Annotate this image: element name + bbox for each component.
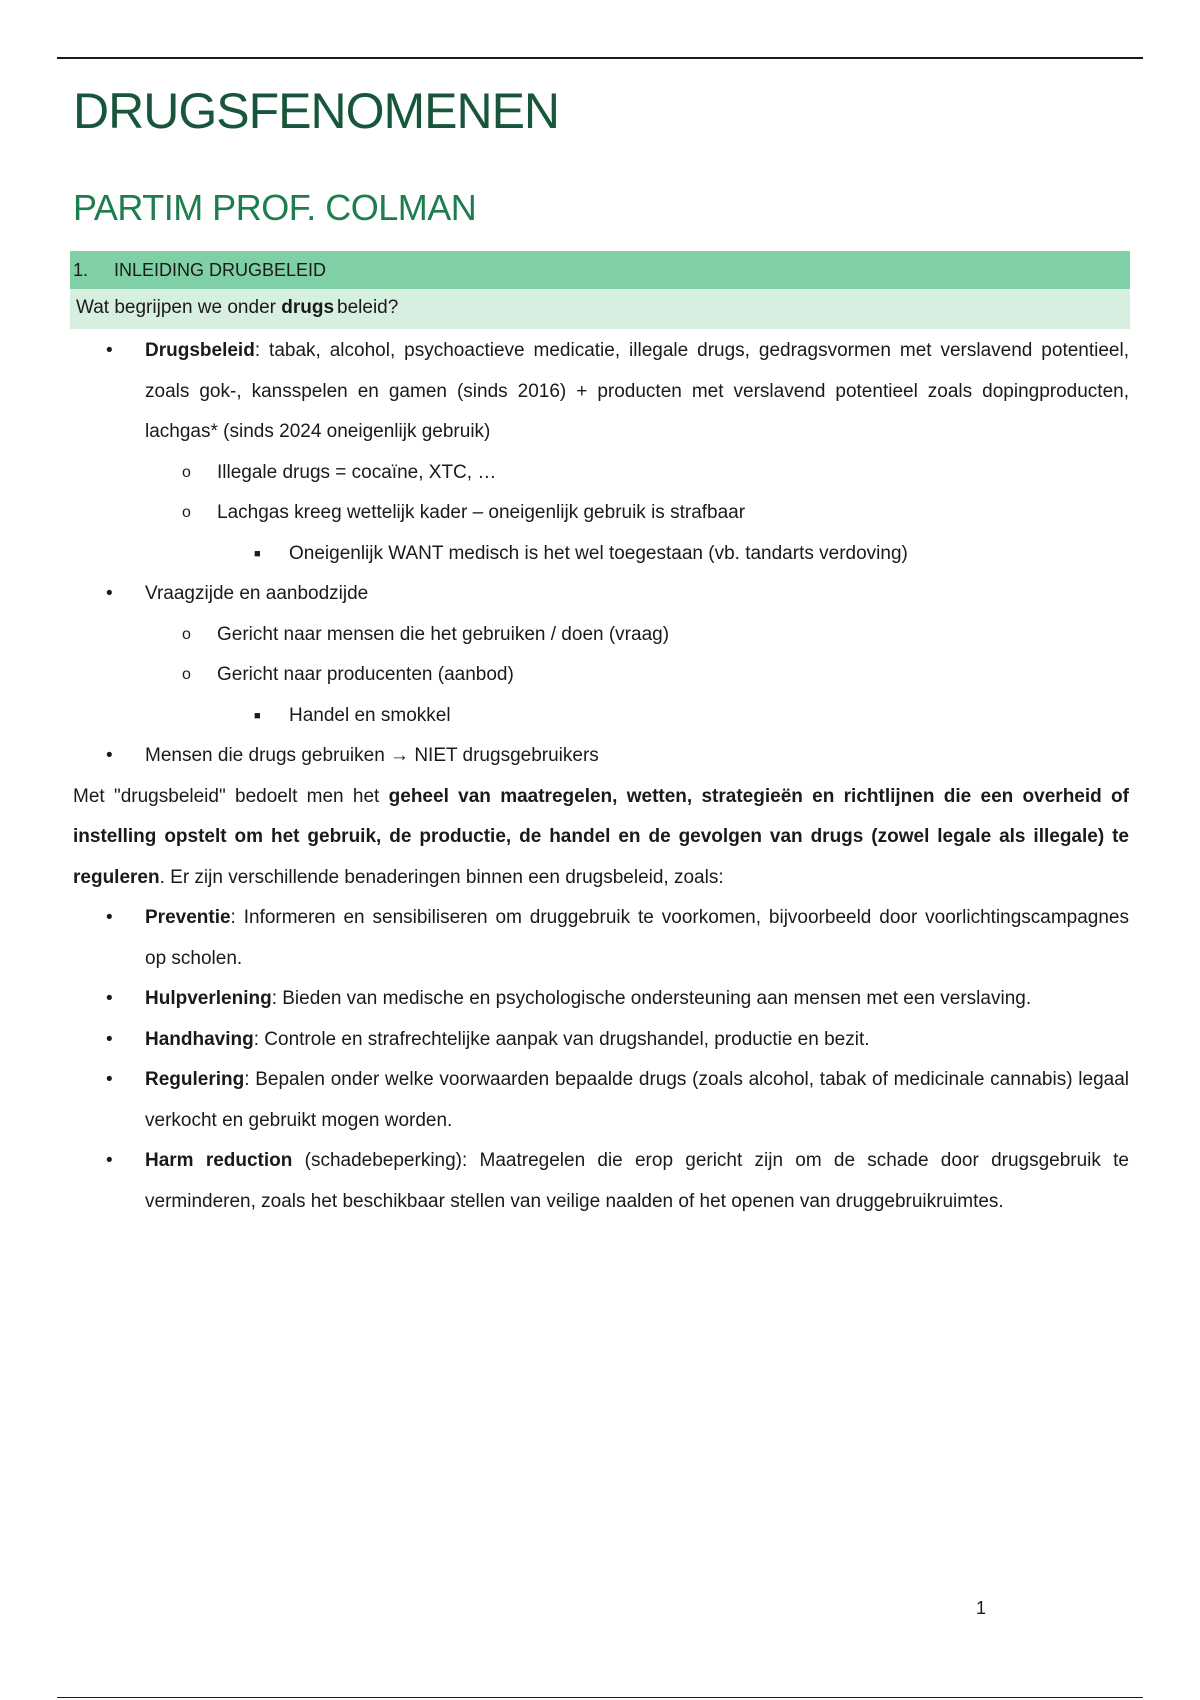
document-body (73, 78, 1129, 1222)
sub-list-item-text: Gericht naar mensen die het gebruiken / doen (vraag) (217, 623, 670, 645)
list-item-text: Vraagzijde en aanbodzijde (145, 583, 369, 604)
question-post: beleid? (337, 297, 399, 318)
circle-bullet-icon: o (182, 463, 191, 481)
list-item-text: Mensen die drugs gebruiken → NIET drugsgebruikers (145, 745, 599, 766)
sub-sub-list-item-text: Oneigenlijk WANT medisch is het wel toegestaan (vb. tandarts verdoving) (289, 542, 908, 564)
sub-list-item (73, 453, 1129, 494)
circle-bullet-icon: o (182, 504, 191, 521)
list-item (73, 736, 1129, 777)
list-item (73, 1141, 1129, 1222)
circle-bullet-icon: o (182, 666, 191, 683)
square-bullet-icon: ■ (254, 709, 261, 722)
list-item (73, 1060, 1129, 1141)
bullet-icon: • (106, 583, 113, 604)
list-item (73, 574, 1129, 615)
bullet-icon: • (106, 1150, 113, 1171)
list-item-bold: Harm reduction (145, 1150, 293, 1171)
list-item-text: : Informeren en sensibiliseren om druggebruik te voorkomen, bijvoorbeeld door voorlichtingscampagnes op scholen. (145, 907, 1129, 969)
list-item-text: : Bieden van medische en psychologische ondersteuning aan mensen met een verslaving. (271, 988, 1032, 1009)
section-heading-text: INLEIDING DRUGBELEID (114, 260, 327, 280)
list-item (73, 898, 1129, 979)
sub-list-item (73, 615, 1129, 656)
question-bold: drugs (281, 297, 335, 318)
section-number: 1. (73, 260, 89, 280)
question-text (70, 297, 398, 318)
list-item (73, 979, 1129, 1020)
list-item-bold: Drugsbeleid (145, 340, 255, 361)
list-item-bold: Preventie (145, 907, 231, 928)
definition-list (73, 331, 1129, 777)
list-item-text: : Controle en strafrechtelijke aanpak van drugshandel, productie en bezit. (253, 1028, 870, 1050)
bullet-icon: • (106, 1028, 113, 1050)
list-item-bold: Handhaving (145, 1028, 254, 1050)
list-item-text: : Bepalen onder welke voorwaarden bepaalde drugs (zoals alcohol, tabak of medicinale cannabis) legaal verkocht en gebruikt mogen worden. (145, 1069, 1129, 1131)
list-item (73, 331, 1129, 453)
definition-paragraph (73, 777, 1129, 899)
paragraph-bold: geheel van maatregelen, wetten, strategieën en richtlijnen die een overheid of instelling opstelt om het gebruik, de productie, de handel en de gevolgen van drugs (zowel legale als illegale) te reguleren (73, 785, 1129, 888)
section-heading (70, 251, 1130, 289)
document-subtitle: PARTIM PROF. COLMAN (73, 187, 477, 228)
document-title: DRUGSFENOMENEN (73, 83, 560, 139)
sub-sub-list-item-text: Handel en smokkel (289, 704, 451, 726)
sub-list-item-text: Gericht naar producenten (aanbod) (217, 664, 514, 685)
bullet-icon: • (106, 745, 113, 766)
paragraph-pre: Met "drugsbeleid" bedoelt men het (73, 785, 389, 807)
paragraph-post: . Er zijn verschillende benaderingen binnen een drugsbeleid, zoals: (159, 866, 724, 888)
list-item-text: (schadebeperking): Maatregelen die erop gericht zijn om de schade door drugsgebruik te verminderen, zoals het beschikbaar stellen van veilige naalden of het openen van druggebruikruimtes. (145, 1150, 1129, 1212)
square-bullet-icon: ■ (254, 547, 261, 560)
sub-list-item (73, 655, 1129, 696)
bullet-icon: • (106, 988, 113, 1009)
sub-list-item-text: Lachgas kreeg wettelijk kader – oneigenlijk gebruik is strafbaar (217, 502, 746, 523)
approaches-list (73, 898, 1129, 1222)
list-item (73, 1020, 1129, 1061)
sub-list-item (73, 493, 1129, 534)
sub-sub-list-item (73, 534, 1129, 575)
question-pre: Wat begrijpen we onder (76, 297, 282, 318)
bullet-icon: • (106, 1069, 113, 1090)
list-item-text: : tabak, alcohol, psychoactieve medicatie, illegale drugs, gedragsvormen met verslavend potentieel, zoals gok-, kansspelen en gamen (sinds 2016) + producten met verslavend potentieel zoals dopingproducten, lachgas* (sinds 2024 oneigenlijk gebruik) (145, 340, 1129, 442)
bullet-icon: • (106, 340, 113, 361)
sub-sub-list-item (73, 696, 1129, 737)
list-item-bold: Regulering (145, 1069, 245, 1090)
page-number: 1 (976, 1598, 987, 1618)
list-item-bold: Hulpverlening (145, 988, 272, 1009)
top-rule (57, 57, 1143, 59)
sub-list-item-text: Illegale drugs = cocaïne, XTC, … (217, 461, 497, 483)
section-question (70, 289, 1130, 329)
bullet-icon: • (106, 907, 113, 928)
bottom-rule (57, 1697, 1143, 1698)
circle-bullet-icon: o (182, 625, 191, 643)
